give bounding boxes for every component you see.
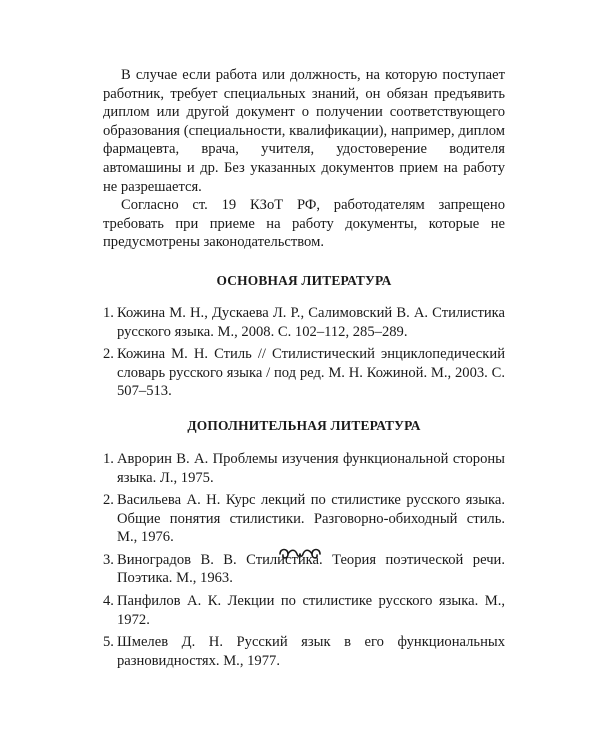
list-item-number: 2. xyxy=(103,346,114,363)
additional-literature-heading: ДОПОЛНИТЕЛЬНАЯ ЛИТЕРАТУРА xyxy=(187,417,421,433)
list-item-text: Васильева А. Н. Курс лекций по стилистике русского языка. Общие понятия стилистики. Разговорно-обиходный стиль. М., 1976. xyxy=(117,492,505,546)
ornament-icon xyxy=(277,545,323,563)
page-content xyxy=(103,66,505,674)
list-item-number: 1. xyxy=(103,304,114,321)
list-item-text: Кожина М. Н. Стиль // Стилистический энциклопедический словарь русского языка / под ред. М. Н. Кожиной. М., 2003. С. 507–513. xyxy=(117,346,505,400)
list-item-text: Панфилов А. К. Лекции по стилистике русского языка. М., 1972. xyxy=(117,593,505,628)
list-item xyxy=(103,592,505,629)
list-item-number: 1. xyxy=(103,450,114,467)
paragraph-1: В случае если работа или должность, на которую поступает работник, требует специальных знаний, он обязан предъявить диплом или другой документ о получении соответствующего образования (специальности, квалификации), например, диплом фармацевта, врача, учителя, удостоверение водителя автомашины и др. Без указанных документов прием на работу не разрешается. xyxy=(103,67,505,195)
list-item-number: 2. xyxy=(103,492,114,509)
list-item-text: Шмелев Д. Н. Русский язык в его функциональных разновидностях. М., 1977. xyxy=(117,634,505,669)
list-item-text: Кожина М. Н., Дускаева Л. Р., Салимовский В. А. Стилистика русского языка. М., 2008. С. 102–112, 285–289. xyxy=(117,304,505,340)
main-literature-list xyxy=(103,304,505,401)
list-item xyxy=(103,345,505,401)
list-item xyxy=(103,491,505,547)
list-item-text: Виноградов В. В. Стилистика. Теория поэтической речи. Поэтика. М., 1963. xyxy=(117,551,505,587)
list-item xyxy=(103,304,505,341)
list-item xyxy=(103,633,505,670)
list-item-number: 5. xyxy=(103,634,114,651)
paragraph-2: Согласно ст. 19 КЗоТ РФ, работодателям запрещено требовать при приеме на работу документы, которые не предусмотрены законодательством. xyxy=(103,197,505,251)
list-item-text: Аврорин В. А. Проблемы изучения функциональной стороны языка. Л., 1975. xyxy=(117,450,505,486)
main-literature-heading: ОСНОВНАЯ ЛИТЕРАТУРА xyxy=(216,272,392,288)
list-item xyxy=(103,450,505,487)
list-item-number: 3. xyxy=(103,551,114,568)
list-item-number: 4. xyxy=(103,593,114,610)
